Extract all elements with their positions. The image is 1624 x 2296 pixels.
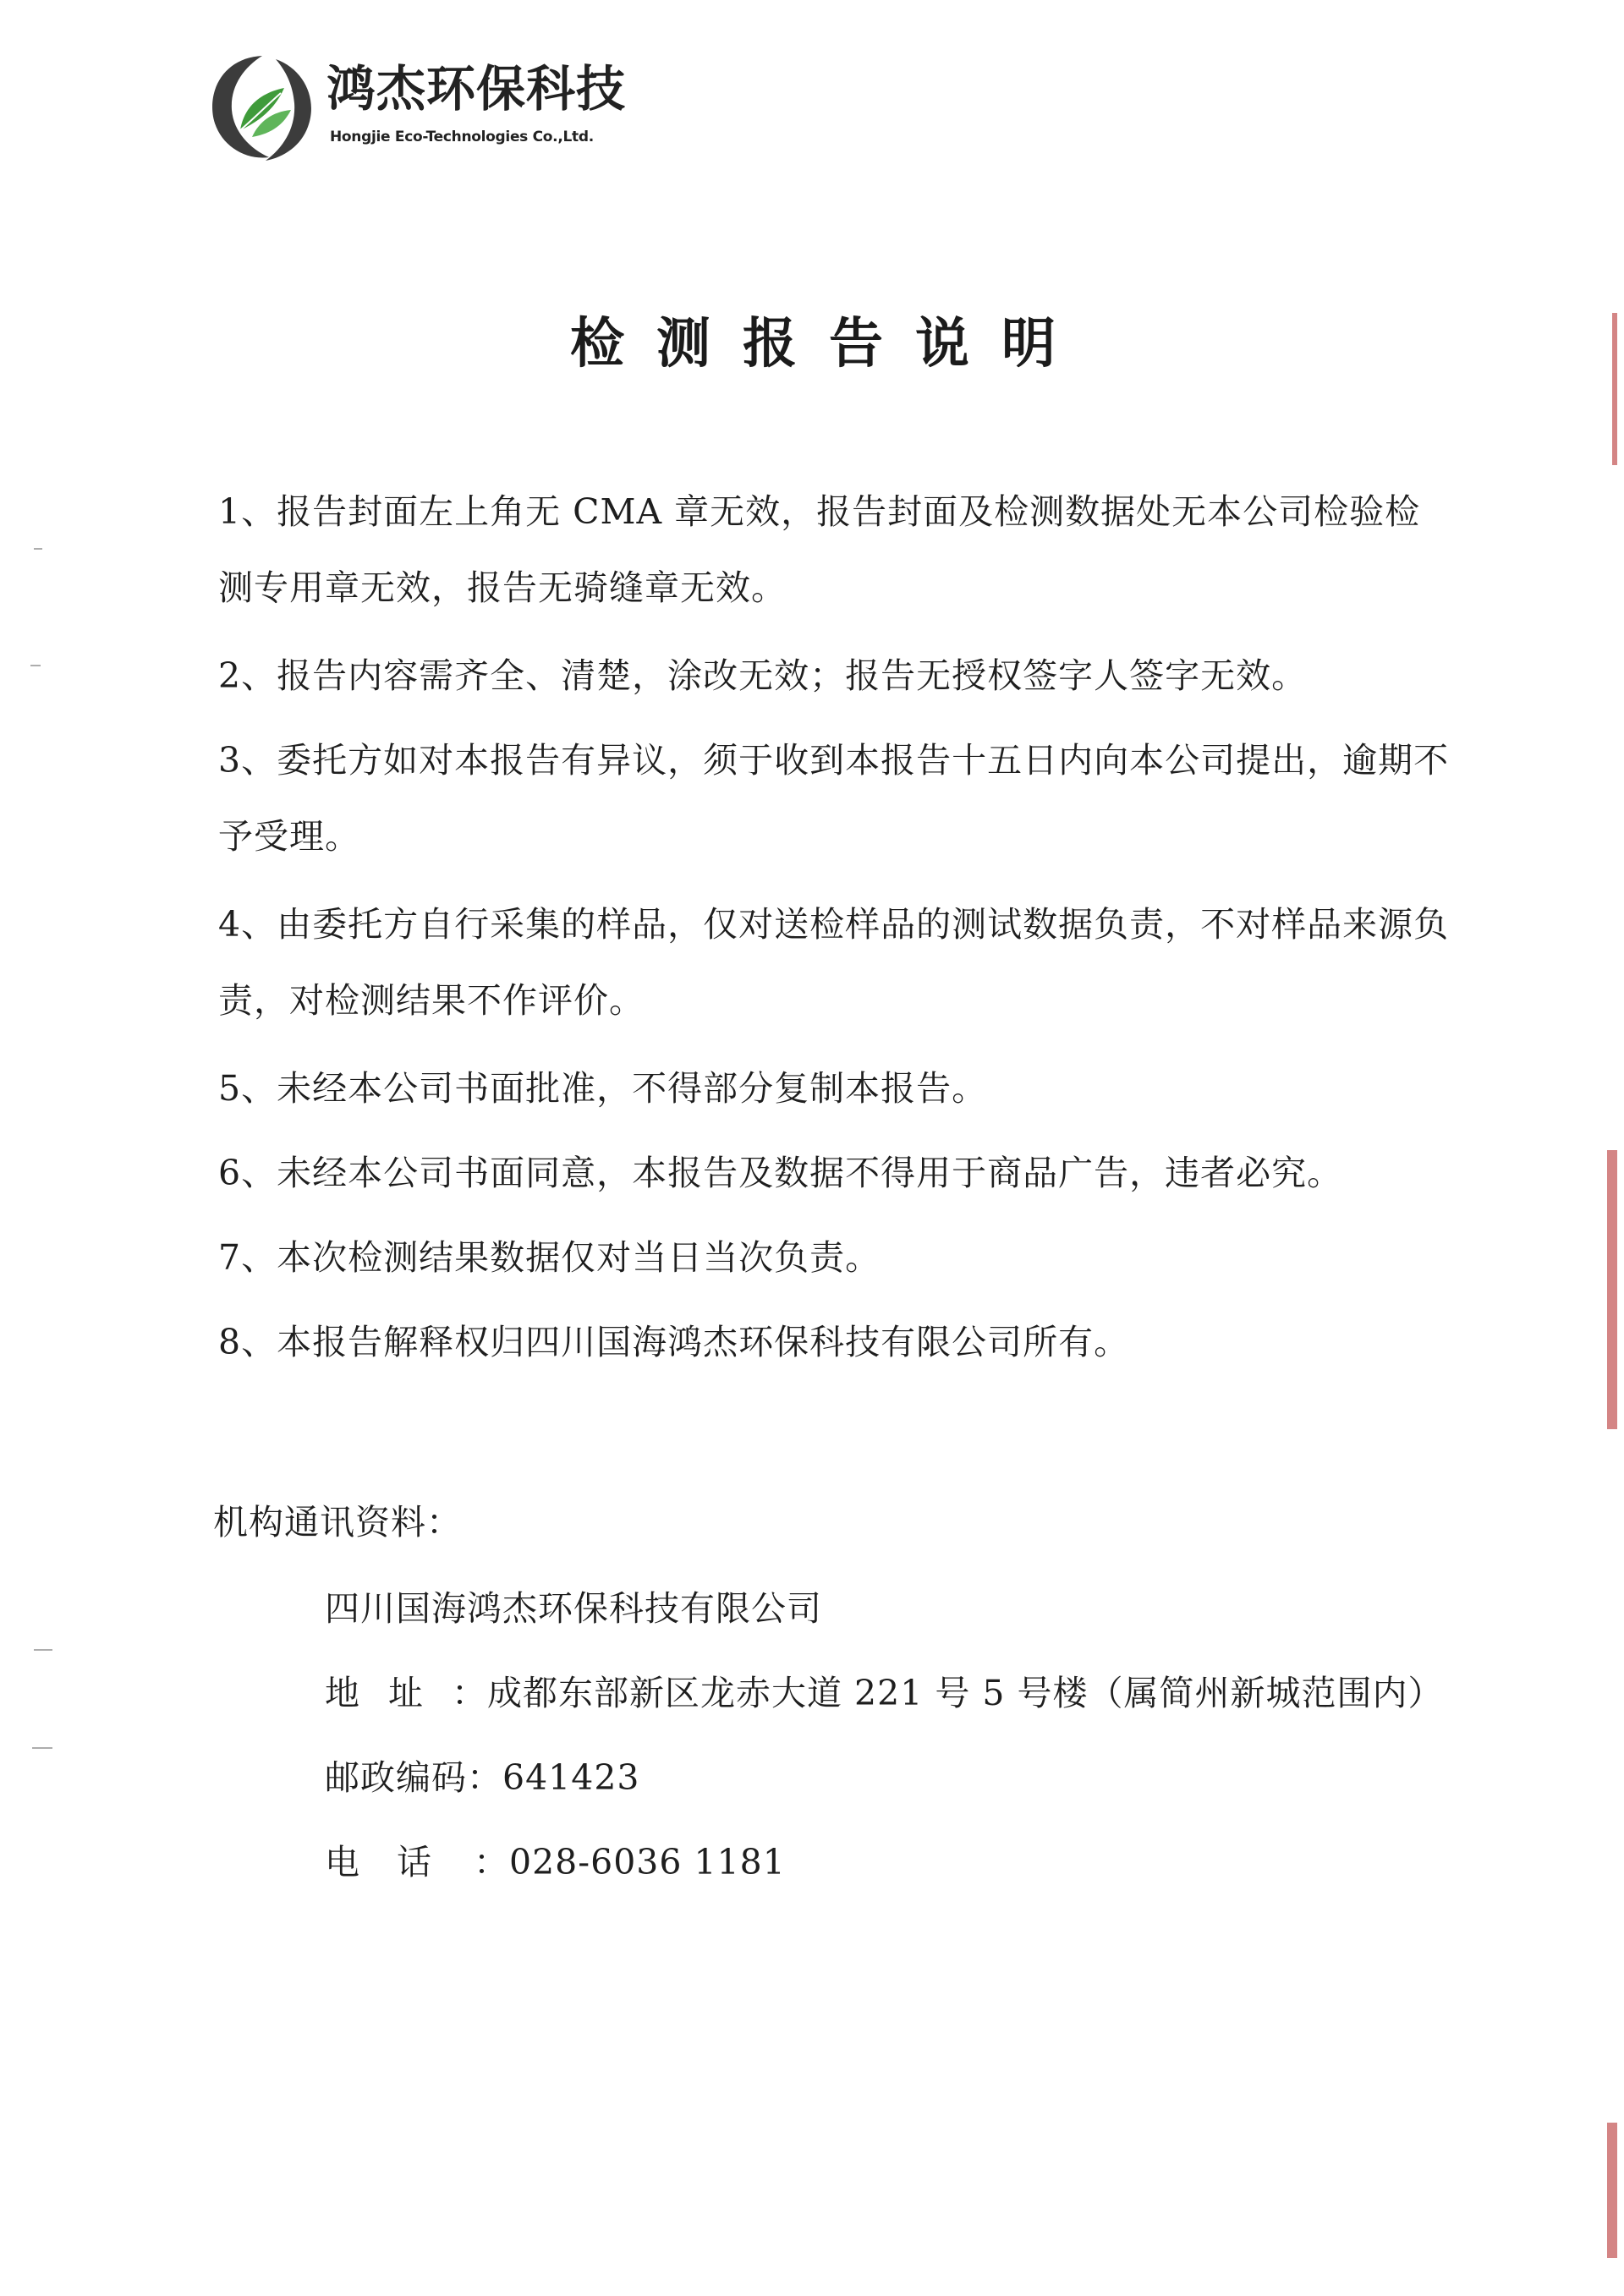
notice-item-3: 3、委托方如对本报告有异议，须于收到本报告十五日内向本公司提出，逾期不予受理。 <box>218 740 1450 857</box>
notice-item-5: 5、未经本公司书面批准，不得部分复制本报告。 <box>218 1068 988 1109</box>
scan-speck <box>34 1649 52 1651</box>
notice-item-1: 1、报告封面左上角无 CMA 章无效，报告封面及检测数据处无本公司检验检测专用章无效，报告无骑缝章无效。 <box>218 491 1421 608</box>
notice-item-2: 2、报告内容需齐全、清楚，涂改无效；报告无授权签字人签字无效。 <box>218 655 1308 696</box>
scan-speck <box>30 665 41 666</box>
company-name-cn: 鸿杰环保科技 <box>326 60 627 118</box>
contact-postcode <box>325 1752 1509 1803</box>
contact-address <box>325 1668 1509 1718</box>
seal-edge-top <box>1612 313 1617 465</box>
company-logo <box>203 49 643 167</box>
leaf-swirl-icon <box>203 49 321 167</box>
contact-company: 四川国海鸿杰环保科技有限公司 <box>325 1588 822 1629</box>
contact-heading: 机构通讯资料： <box>213 1502 462 1543</box>
postcode-label: 邮政编码 <box>325 1757 467 1798</box>
seal-edge-middle <box>1607 1150 1617 1429</box>
contact-phone <box>325 1837 1509 1888</box>
address-label: 地址 <box>325 1673 452 1713</box>
phone-label: 电话 <box>325 1842 469 1882</box>
address-value: ：成都东部新区龙赤大道 221 号 5 号楼（属简州新城范围内） <box>452 1673 1444 1713</box>
company-name-en: Hongjie Eco-Technologies Co.,Ltd. <box>330 129 594 145</box>
notice-list <box>218 474 1453 1389</box>
notice-item-7: 7、本次检测结果数据仅对当日当次负责。 <box>218 1237 881 1278</box>
page-title: 检测报告说明 <box>570 313 1088 375</box>
contact-info <box>325 1583 1509 1921</box>
notice-item-4: 4、由委托方自行采集的样品，仅对送检样品的测试数据负责，不对样品来源负责，对检测结果不作评价。 <box>218 904 1450 1021</box>
scan-speck <box>34 548 42 550</box>
seal-edge-bottom <box>1607 2123 1617 2258</box>
notice-item-6: 6、未经本公司书面同意，本报告及数据不得用于商品广告，违者必究。 <box>218 1153 1343 1193</box>
scan-speck <box>32 1747 52 1749</box>
notice-item-8: 8、本报告解释权归四川国海鸿杰环保科技有限公司所有。 <box>218 1322 1130 1362</box>
postcode-value: ：641423 <box>467 1757 640 1798</box>
phone-value: ：028-6036 1181 <box>474 1842 786 1882</box>
